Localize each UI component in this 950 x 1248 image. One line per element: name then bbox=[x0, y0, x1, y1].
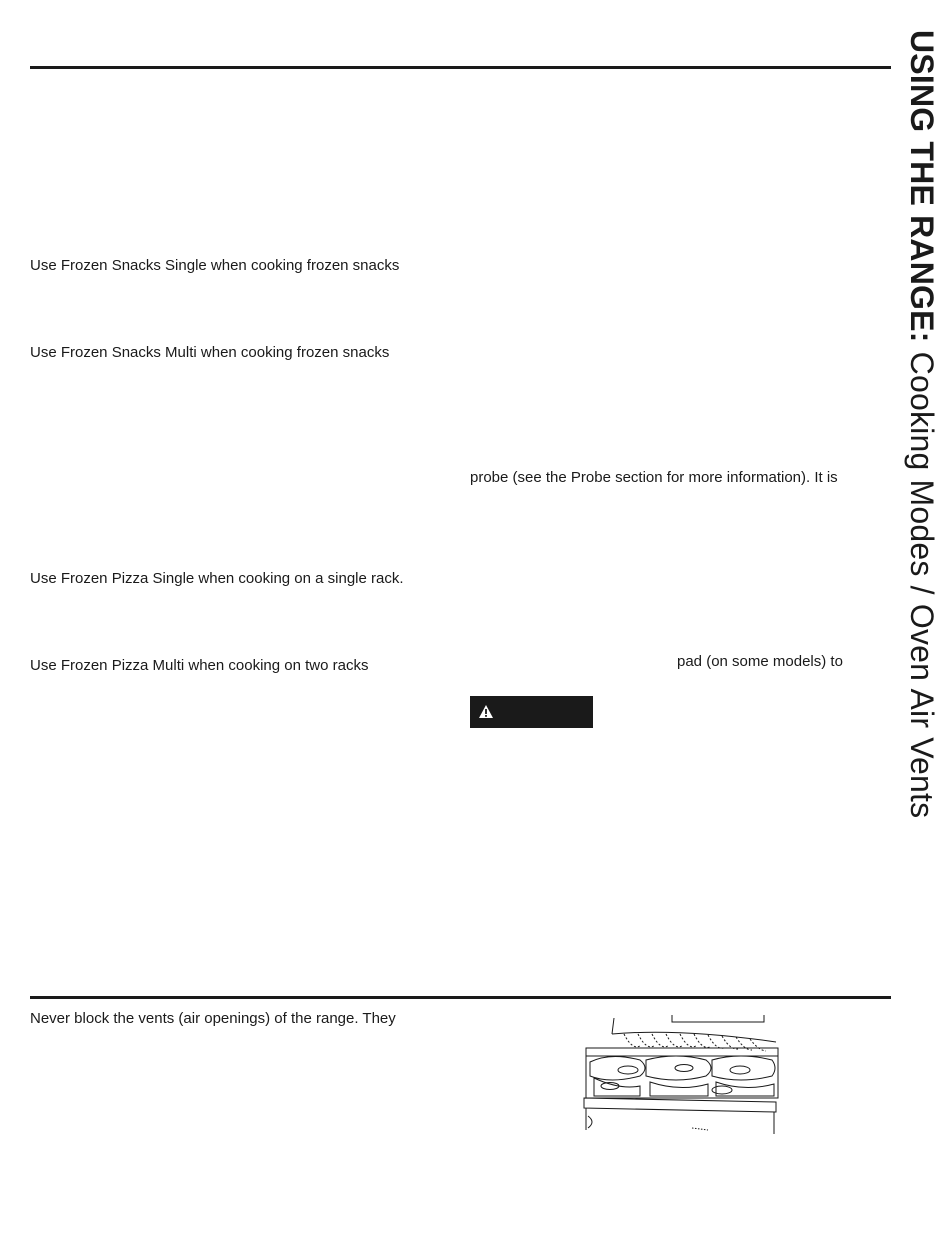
vents-intro-text: Never block the vents (air openings) of the range. They bbox=[30, 1010, 396, 1027]
warning-triangle-icon bbox=[478, 704, 494, 719]
sidebar-section-title bbox=[902, 30, 942, 818]
frozen-snacks-single-text: Use Frozen Snacks Single when cooking frozen snacks bbox=[30, 257, 400, 274]
vents-section-divider bbox=[30, 996, 891, 999]
sidebar-title-bold: USING THE RANGE: bbox=[904, 30, 940, 343]
warning-label bbox=[470, 696, 593, 728]
range-cooktop-illustration bbox=[580, 1012, 780, 1141]
probe-text: probe (see the Probe section for more information). It is bbox=[470, 469, 838, 486]
top-divider bbox=[30, 66, 891, 69]
frozen-pizza-multi-text: Use Frozen Pizza Multi when cooking on two racks bbox=[30, 657, 369, 674]
frozen-snacks-multi-text: Use Frozen Snacks Multi when cooking frozen snacks bbox=[30, 344, 390, 361]
sidebar-title-regular: Cooking Modes / Oven Air Vents bbox=[904, 342, 940, 819]
pad-text: pad (on some models) to bbox=[677, 653, 843, 670]
frozen-pizza-single-text: Use Frozen Pizza Single when cooking on a single rack. bbox=[30, 570, 404, 587]
